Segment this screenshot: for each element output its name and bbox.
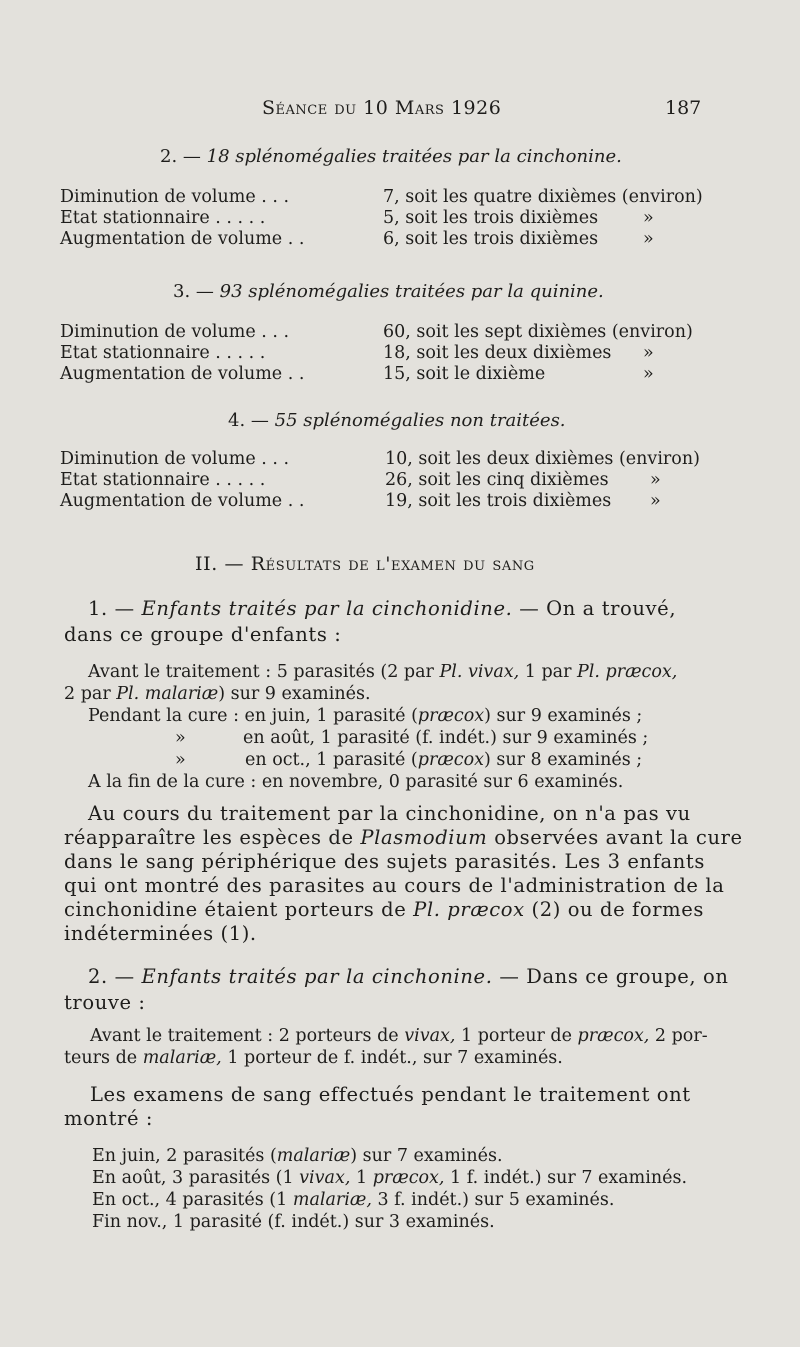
table-row [0, 229, 800, 251]
ditto-mark: » [650, 491, 661, 511]
table-row [0, 364, 800, 386]
paragraph-line: montré : [64, 1107, 154, 1130]
paragraph-line [64, 898, 704, 921]
sub-2-avant-line2 [64, 1047, 563, 1069]
text-run: en oct., 1 parasité ( [245, 750, 418, 770]
section-2-title: 18 splénomégalies traitées par la cinchonine. [206, 146, 622, 167]
section-2-number: 2. — [160, 146, 201, 167]
text-run: réapparaître les espèces de [64, 826, 361, 849]
sub-2-title: Enfants traités par la cinchonine. [141, 965, 493, 988]
row-value: 15, soit le dixième [383, 364, 546, 384]
table-row [0, 491, 800, 513]
ditto-mark: » [643, 229, 654, 249]
paragraph-line: Au cours du traitement par la cinchonidine, on n'a pas vu [88, 802, 691, 825]
page-number: 187 [665, 97, 702, 119]
row-value: 26, soit les cinq dixièmes [385, 470, 609, 490]
row-label: Etat stationnaire . . . . . [60, 208, 266, 228]
row-label: Augmentation de volume . . [60, 364, 305, 384]
ditto-mark: » [650, 470, 661, 490]
row-value: 5, soit les trois dixièmes [383, 208, 599, 228]
paragraph-line: dans le sang périphérique des sujets parasités. Les 3 enfants [64, 850, 705, 873]
text-run: Avant le traitement : 2 porteurs de [90, 1026, 405, 1046]
sub-1-cure-juin [88, 705, 642, 727]
text-run: Pendant la cure : en juin, 1 parasité ( [88, 706, 418, 726]
species-name: Pl. præcox [413, 898, 525, 921]
table-row [0, 322, 800, 344]
text-run: 1 porteur de f. indét., sur 7 examinés. [221, 1048, 563, 1068]
sub-1-cure-oct [245, 749, 642, 771]
ditto-mark: » [643, 343, 654, 363]
row-label: Augmentation de volume . . [60, 491, 305, 511]
genus-name: Plasmodium [360, 826, 488, 849]
running-header: Séance du 10 Mars 1926 [262, 97, 502, 119]
species-name: præcox [417, 706, 485, 726]
sub-1-intro-line1 [88, 597, 676, 620]
ditto-mark: » [643, 364, 654, 384]
result-line [92, 1189, 614, 1211]
part-2-heading [195, 553, 535, 575]
text-run: ) sur 9 examinés. [218, 684, 371, 704]
row-value: 18, soit les deux dixièmes [383, 343, 612, 363]
paragraph-line [64, 826, 743, 849]
species-name: malariæ, [292, 1190, 372, 1210]
ditto-mark: » [643, 208, 654, 228]
species-name: vivax, [404, 1026, 456, 1046]
text-run: observées avant la cure [487, 826, 743, 849]
text-run: cinchonidine étaient porteurs de [64, 898, 414, 921]
sub-2-intro-end: — Dans ce groupe, on [499, 965, 729, 988]
row-label: Etat stationnaire . . . . . [60, 343, 266, 363]
part-2-title: Résultats de l'examen du sang [250, 553, 535, 575]
table-row [0, 470, 800, 492]
text-run: 1 f. indét.) sur 7 examinés. [444, 1168, 688, 1188]
row-label: Augmentation de volume . . [60, 229, 305, 249]
table-row [0, 208, 800, 230]
sub-1-intro-end: — On a trouvé, [519, 597, 677, 620]
row-label: Diminution de volume . . . [60, 322, 290, 342]
text-run: 2 por- [649, 1026, 708, 1046]
section-4-heading [228, 410, 566, 431]
sub-1-avant-line1 [88, 661, 677, 683]
species-name: præcox, [577, 1026, 650, 1046]
sub-1-intro-line2: dans ce groupe d'enfants : [64, 623, 342, 646]
sub-1-number: 1. — [88, 597, 135, 620]
sub-1-fin: A la fin de la cure : en novembre, 0 parasité sur 6 examinés. [88, 772, 624, 792]
paragraph-line: qui ont montré des parasites au cours de l'administration de la [64, 874, 725, 897]
row-value: 60, soit les sept dixièmes (environ) [383, 322, 693, 342]
sub-1-cure-aout: en août, 1 parasité (f. indét.) sur 9 examinés ; [243, 728, 649, 748]
table-row [0, 343, 800, 365]
sub-2-intro-line1 [88, 965, 729, 988]
text-run: ) sur 9 examinés ; [484, 706, 643, 726]
species-name: vivax, [299, 1168, 351, 1188]
section-3-number: 3. — [173, 281, 214, 302]
ditto-mark: » [175, 728, 186, 748]
paragraph-line: indéterminées (1). [64, 922, 257, 945]
section-3-heading [173, 281, 604, 302]
species-name: malariæ, [142, 1048, 222, 1068]
part-2-prefix: II. — [195, 553, 245, 575]
row-value: 6, soit les trois dixièmes [383, 229, 599, 249]
text-run: En août, 3 parasités (1 [92, 1168, 300, 1188]
sub-2-avant-line1 [90, 1025, 708, 1047]
species-name: Pl. vivax, [439, 662, 520, 682]
text-run: 1 porteur de [455, 1026, 578, 1046]
species-name: Pl. malariæ [116, 684, 219, 704]
row-value: 19, soit les trois dixièmes [385, 491, 612, 511]
section-4-title: 55 splénomégalies non traitées. [274, 410, 566, 431]
text-run: 1 par [519, 662, 578, 682]
species-name: præcox [417, 750, 484, 770]
paragraph-line: Les examens de sang effectués pendant le traitement ont [90, 1083, 691, 1106]
row-label: Diminution de volume . . . [60, 187, 290, 207]
text-run: En oct., 4 parasités (1 [92, 1190, 293, 1210]
text-run: 3 f. indét.) sur 5 examinés. [371, 1190, 615, 1210]
result-line [92, 1167, 687, 1189]
row-value: 7, soit les quatre dixièmes (environ) [383, 187, 703, 207]
table-row [0, 449, 800, 471]
sub-1-title: Enfants traités par la cinchonidine. [141, 597, 513, 620]
text-run: En juin, 2 parasités ( [92, 1146, 277, 1166]
species-name: præcox, [372, 1168, 445, 1188]
row-value: 10, soit les deux dixièmes (environ) [385, 449, 700, 469]
row-label: Etat stationnaire . . . . . [60, 470, 266, 490]
text-run: Avant le traitement : 5 parasités (2 par [88, 662, 440, 682]
species-name: Pl. præcox, [577, 662, 678, 682]
sub-1-avant-line2 [64, 683, 371, 705]
result-line: Fin nov., 1 parasité (f. indét.) sur 3 examinés. [92, 1212, 495, 1232]
text-run: ) sur 7 examinés. [350, 1146, 503, 1166]
result-line [92, 1145, 503, 1167]
section-2-heading [160, 146, 622, 167]
sub-2-number: 2. — [88, 965, 135, 988]
text-run: 1 [350, 1168, 373, 1188]
section-3-title: 93 splénomégalies traitées par la quinine. [219, 281, 604, 302]
text-run: teurs de [64, 1048, 143, 1068]
row-label: Diminution de volume . . . [60, 449, 290, 469]
table-row [0, 187, 800, 209]
sub-2-intro-line2: trouve : [64, 991, 146, 1014]
ditto-mark: » [175, 750, 186, 770]
species-name: malariæ [276, 1146, 351, 1166]
text-run: ) sur 8 examinés ; [483, 750, 643, 770]
text-run: 2 par [64, 684, 117, 704]
text-run: (2) ou de formes [524, 898, 704, 921]
section-4-number: 4. — [228, 410, 269, 431]
